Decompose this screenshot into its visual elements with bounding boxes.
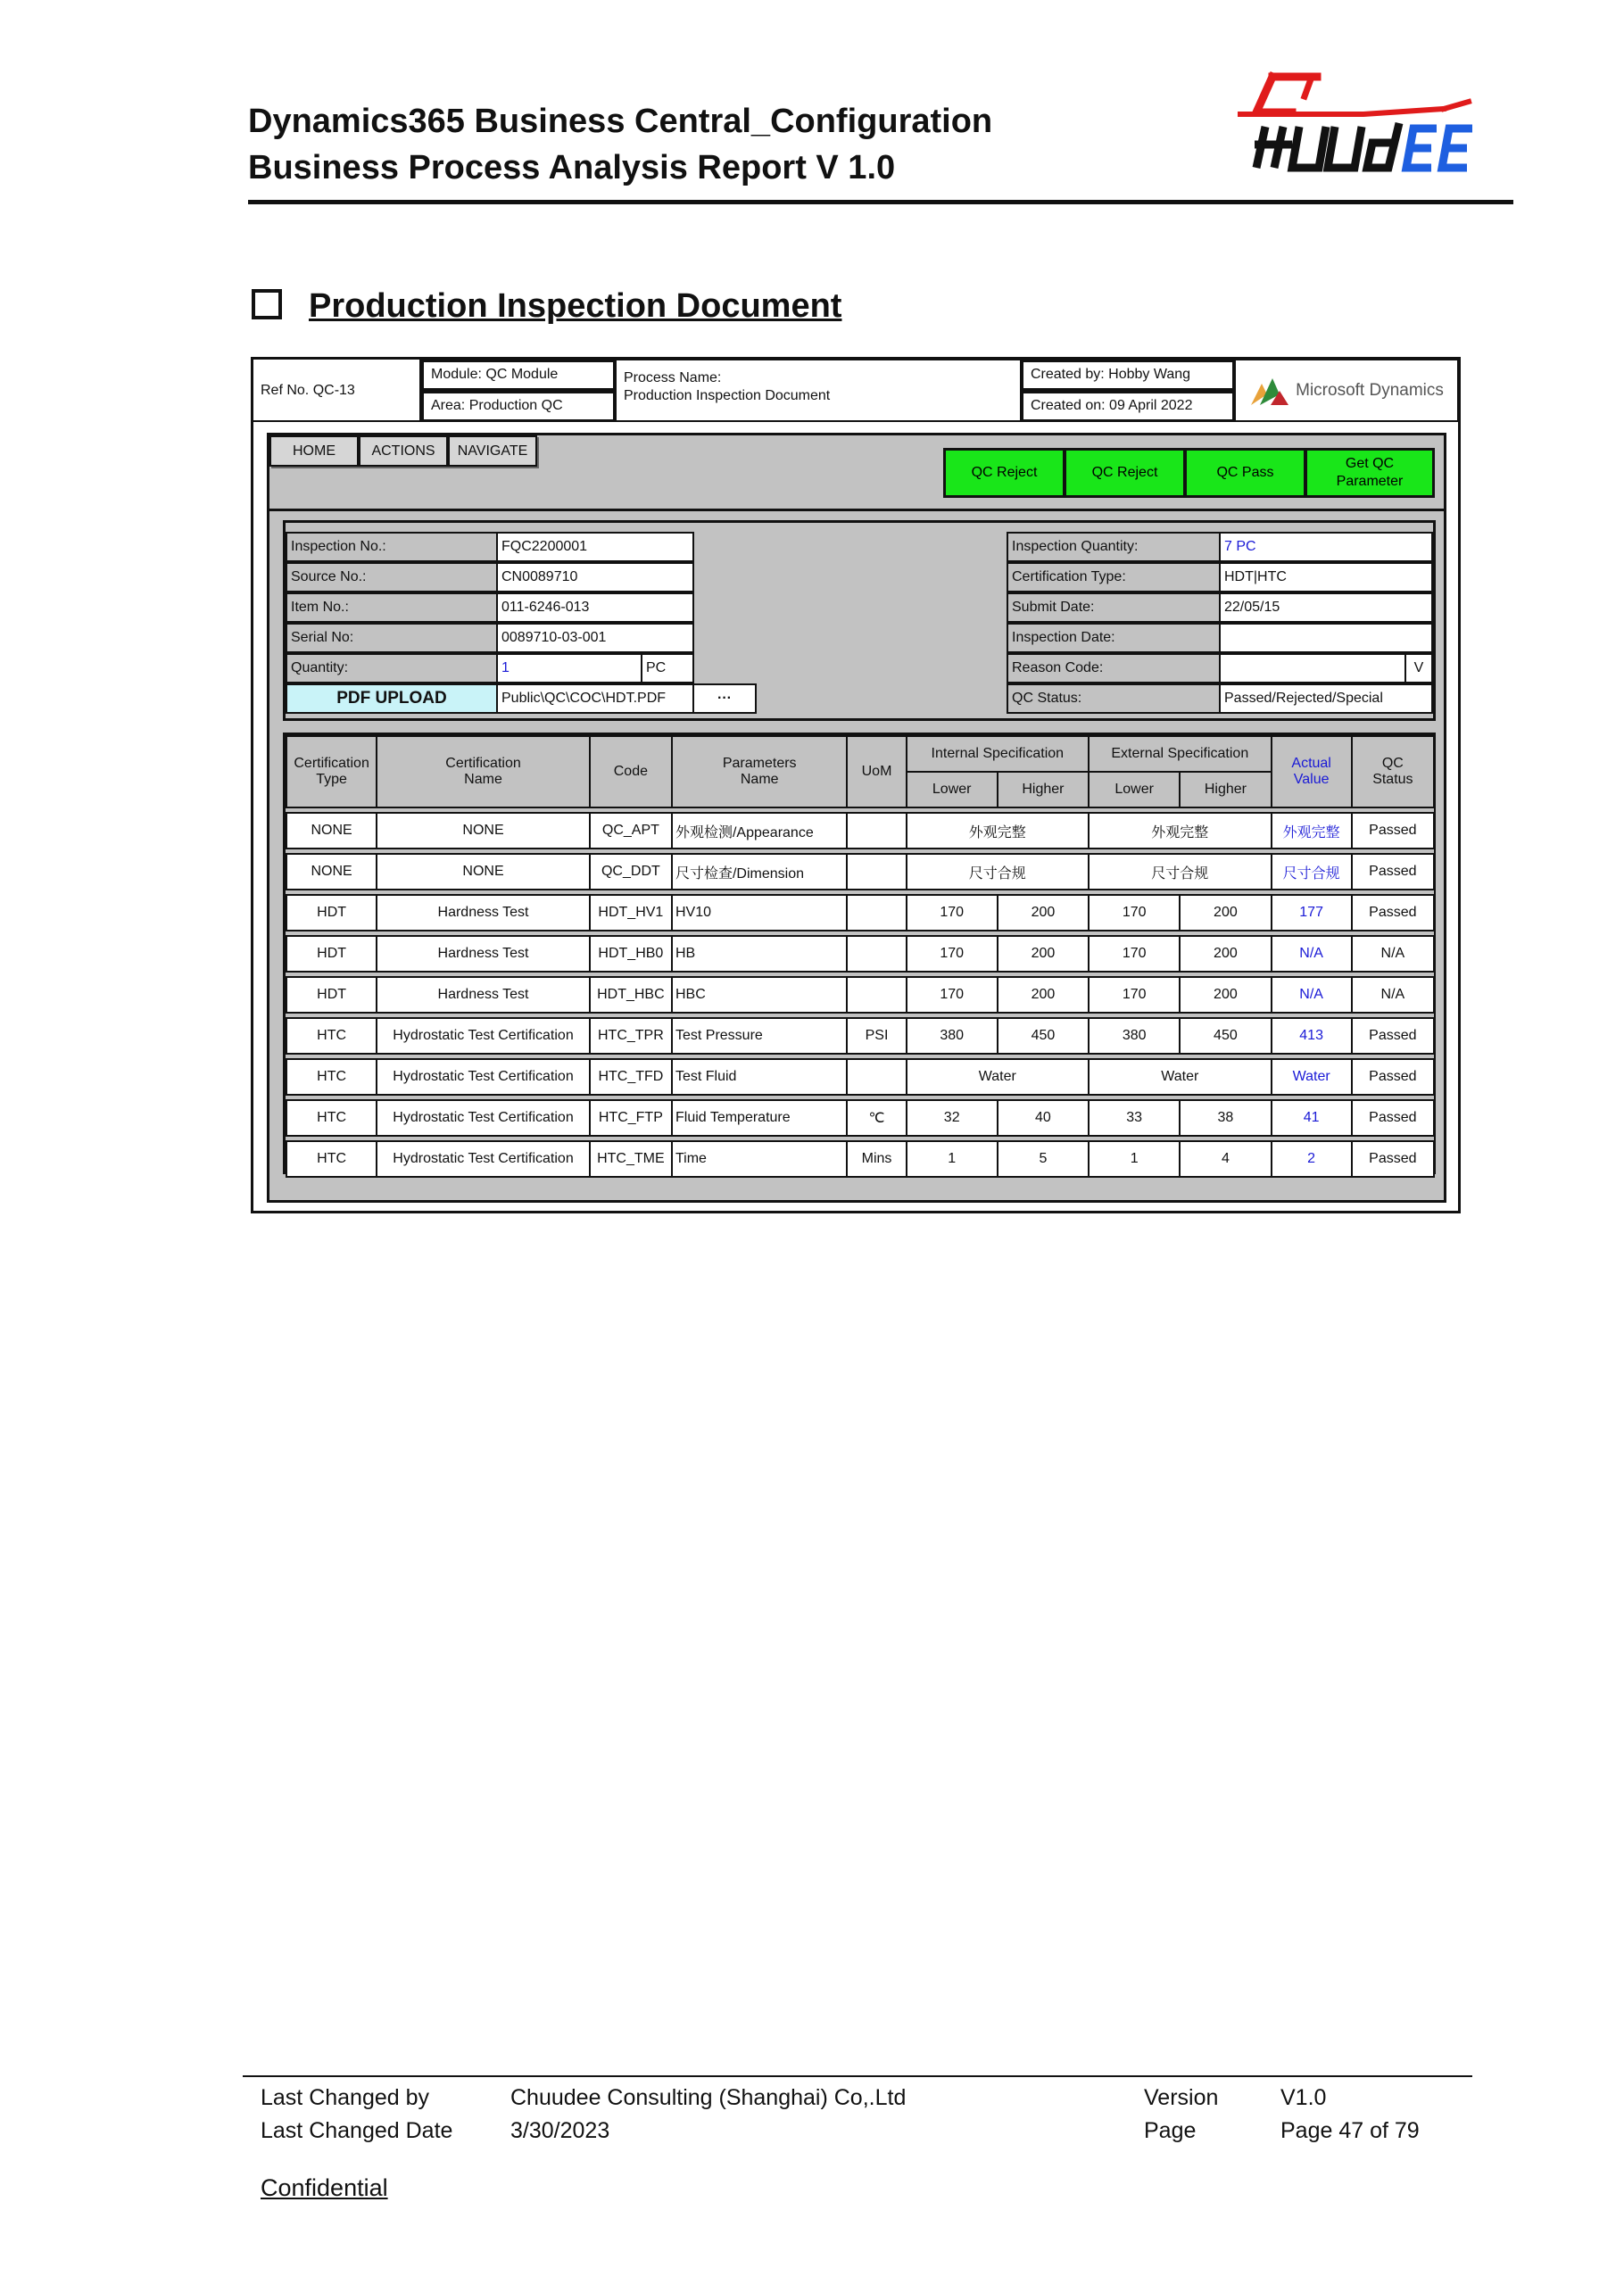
cell-code: QC_DDT — [590, 854, 672, 890]
col-actual-value: Actual Value — [1272, 736, 1352, 807]
reason-code-field[interactable] — [1219, 653, 1406, 683]
cell-cert-type: NONE — [286, 854, 377, 890]
cell-parameter-name: 外观检测/Appearance — [672, 813, 847, 849]
lines-fasttab — [283, 733, 1436, 1174]
col-external-lower: Lower — [1089, 772, 1180, 807]
reason-code-dropdown-icon[interactable]: V — [1404, 653, 1433, 683]
pdf-path-field[interactable]: Public\QC\COC\HDT.PDF — [496, 683, 694, 714]
table-row[interactable] — [286, 1100, 1434, 1136]
page-number: Page 47 of 79 — [1280, 2118, 1420, 2143]
general-fasttab — [283, 520, 1436, 721]
cell-parameter-name: Fluid Temperature — [672, 1100, 847, 1136]
cell-internal-higher: 200 — [998, 977, 1089, 1013]
inspection-quantity-field[interactable]: 7 PC — [1219, 532, 1433, 562]
tab-actions[interactable]: ACTIONS — [359, 435, 448, 467]
title-line-2: Business Process Analysis Report V 1.0 — [248, 149, 896, 186]
inspection-date-label: Inspection Date: — [1007, 623, 1221, 653]
col-internal-lower: Lower — [907, 772, 998, 807]
certification-type-label: Certification Type: — [1007, 562, 1221, 592]
cell-code: HTC_TFD — [590, 1059, 672, 1095]
table-row[interactable] — [286, 977, 1434, 1013]
ref-no: Ref No. QC-13 — [253, 360, 421, 422]
col-parameters-name: Parameters Name — [672, 736, 847, 807]
reason-code-label: Reason Code: — [1007, 653, 1221, 683]
checkbox-icon — [252, 289, 282, 319]
cell-actual-value: 413 — [1272, 1018, 1352, 1054]
cell-internal-higher: 200 — [998, 936, 1089, 972]
col-code: Code — [590, 736, 672, 807]
source-no-label: Source No.: — [286, 562, 498, 592]
cell-internal-lower: 170 — [907, 895, 998, 931]
cell-internal-spec: 外观完整 — [907, 813, 1089, 849]
process-name-value: Production Inspection Document — [624, 388, 831, 403]
cell-qc-status: Passed — [1352, 895, 1434, 931]
inspection-no-field[interactable]: FQC2200001 — [496, 532, 694, 562]
quantity-field[interactable]: 1 — [496, 653, 642, 683]
table-row[interactable] — [286, 1059, 1434, 1095]
cell-external-higher: 200 — [1180, 936, 1271, 972]
cell-cert-name: NONE — [377, 854, 590, 890]
cell-external-lower: 33 — [1089, 1100, 1180, 1136]
section-title: Production Inspection Document — [309, 287, 842, 325]
cell-external-lower: 380 — [1089, 1018, 1180, 1054]
cell-code: QC_APT — [590, 813, 672, 849]
cell-external-lower: 170 — [1089, 895, 1180, 931]
dynamics-logo-icon — [1249, 375, 1290, 407]
browse-button[interactable]: ··· — [692, 683, 757, 714]
cell-cert-type: HDT — [286, 936, 377, 972]
cell-actual-value: 41 — [1272, 1100, 1352, 1136]
cell-cert-name: Hydrostatic Test Certification — [377, 1018, 590, 1054]
table-row[interactable] — [286, 936, 1434, 972]
process-name-label: Process Name: — [624, 370, 722, 385]
get-qc-parameter-button[interactable] — [1305, 448, 1435, 498]
inspection-date-field[interactable] — [1219, 623, 1433, 653]
quantity-unit: PC — [641, 653, 694, 683]
cell-external-higher: 200 — [1180, 977, 1271, 1013]
qc-pass-button[interactable] — [1184, 448, 1306, 498]
cell-actual-value: 尺寸合规 — [1272, 854, 1352, 890]
module-label: Module: QC Module — [421, 360, 616, 391]
cell-code: HDT_HV1 — [590, 895, 672, 931]
qc-status-field[interactable]: Passed/Rejected/Special — [1219, 683, 1433, 714]
cell-external-spec: Water — [1089, 1059, 1271, 1095]
cell-qc-status: Passed — [1352, 854, 1434, 890]
cell-parameter-name: Test Fluid — [672, 1059, 847, 1095]
inspection-no-label: Inspection No.: — [286, 532, 498, 562]
cell-internal-higher: 200 — [998, 895, 1089, 931]
table-row[interactable] — [286, 895, 1434, 931]
cell-cert-type: HDT — [286, 977, 377, 1013]
cell-internal-higher: 450 — [998, 1018, 1089, 1054]
cell-code: HDT_HB0 — [590, 936, 672, 972]
cell-internal-lower: 380 — [907, 1018, 998, 1054]
qc-status-label: QC Status: — [1007, 683, 1221, 714]
cell-parameter-name: Test Pressure — [672, 1018, 847, 1054]
cell-internal-lower: 170 — [907, 977, 998, 1013]
process-name-block — [616, 360, 1021, 422]
cell-internal-lower: 1 — [907, 1141, 998, 1177]
get-qc-parameter-label: Get QC Parameter — [1336, 456, 1404, 489]
cell-actual-value: 177 — [1272, 895, 1352, 931]
cell-uom: Mins — [847, 1141, 906, 1177]
cell-cert-name: Hydrostatic Test Certification — [377, 1059, 590, 1095]
cell-external-higher: 4 — [1180, 1141, 1271, 1177]
cell-code: HTC_TME — [590, 1141, 672, 1177]
cell-code: HDT_HBC — [590, 977, 672, 1013]
cell-qc-status: Passed — [1352, 1059, 1434, 1095]
cell-uom: ℃ — [847, 1100, 906, 1136]
col-cert-type: Certification Type — [286, 736, 377, 807]
ribbon — [269, 435, 1444, 511]
cell-cert-type: NONE — [286, 813, 377, 849]
cell-code: HTC_TPR — [590, 1018, 672, 1054]
qc-reject-label-2: QC Reject — [1091, 465, 1158, 480]
item-no-field[interactable]: 011-6246-013 — [496, 592, 694, 623]
version-value: V1.0 — [1280, 2085, 1327, 2110]
cell-uom: PSI — [847, 1018, 906, 1054]
cell-external-spec: 外观完整 — [1089, 813, 1271, 849]
item-no-label: Item No.: — [286, 592, 498, 623]
col-internal-higher: Higher — [998, 772, 1089, 807]
title-line-1: Dynamics365 Business Central_Configuration — [248, 103, 993, 140]
table-row[interactable] — [286, 813, 1434, 849]
cell-parameter-name: 尺寸检查/Dimension — [672, 854, 847, 890]
qc-reject-button-2[interactable] — [1064, 448, 1186, 498]
cell-uom — [847, 895, 906, 931]
cell-actual-value: Water — [1272, 1059, 1352, 1095]
col-qc-status: QC Status — [1352, 736, 1434, 807]
cell-internal-higher: 40 — [998, 1100, 1089, 1136]
cell-qc-status: N/A — [1352, 936, 1434, 972]
qc-reject-label: QC Reject — [971, 465, 1038, 480]
created-by: Created by: Hobby Wang — [1021, 360, 1235, 391]
area-label: Area: Production QC — [421, 391, 616, 422]
cell-cert-name: Hydrostatic Test Certification — [377, 1100, 590, 1136]
inspection-document-frame — [251, 357, 1461, 1213]
cell-internal-spec: Water — [907, 1059, 1089, 1095]
submit-date-label: Submit Date: — [1007, 592, 1221, 623]
cell-cert-name: Hydrostatic Test Certification — [377, 1141, 590, 1177]
cell-external-lower: 170 — [1089, 936, 1180, 972]
created-on: Created on: 09 April 2022 — [1021, 391, 1235, 422]
cell-qc-status: Passed — [1352, 1100, 1434, 1136]
nav-window — [267, 433, 1446, 1203]
cell-cert-type: HTC — [286, 1059, 377, 1095]
source-no-field[interactable]: CN0089710 — [496, 562, 694, 592]
tab-home[interactable]: HOME — [269, 435, 359, 467]
cell-external-spec: 尺寸合规 — [1089, 854, 1271, 890]
page-label: Page — [1144, 2118, 1197, 2143]
qc-pass-label: QC Pass — [1216, 465, 1274, 480]
cell-cert-type: HTC — [286, 1018, 377, 1054]
section-heading — [252, 287, 841, 326]
cell-qc-status: Passed — [1352, 813, 1434, 849]
cell-qc-status: Passed — [1352, 1018, 1434, 1054]
cell-external-higher: 38 — [1180, 1100, 1271, 1136]
vendor-logo-text: Microsoft Dynamics — [1296, 380, 1444, 400]
cell-external-higher: 200 — [1180, 895, 1271, 931]
col-cert-name: Certification Name — [377, 736, 590, 807]
footer-divider — [243, 2075, 1472, 2077]
inspection-quantity-label: Inspection Quantity: — [1007, 532, 1221, 562]
serial-no-label: Serial No: — [286, 623, 498, 653]
header-divider — [248, 200, 1513, 204]
cell-qc-status: Passed — [1352, 1141, 1434, 1177]
pdf-upload-button[interactable]: PDF UPLOAD — [286, 683, 498, 714]
cell-actual-value: 外观完整 — [1272, 813, 1352, 849]
cell-parameter-name: Time — [672, 1141, 847, 1177]
cell-uom — [847, 1059, 906, 1095]
last-changed-by-value: Chuudee Consulting (Shanghai) Co,.Ltd — [510, 2085, 907, 2110]
cell-uom — [847, 854, 906, 890]
cell-internal-lower: 170 — [907, 936, 998, 972]
cell-cert-type: HTC — [286, 1141, 377, 1177]
last-changed-by-label: Last Changed by — [261, 2085, 430, 2110]
table-row[interactable] — [286, 1141, 1434, 1177]
cell-internal-lower: 32 — [907, 1100, 998, 1136]
last-changed-date-label: Last Changed Date — [261, 2118, 453, 2143]
last-changed-date-value: 3/30/2023 — [510, 2118, 610, 2143]
cell-cert-type: HDT — [286, 895, 377, 931]
cell-cert-type: HTC — [286, 1100, 377, 1136]
cell-actual-value: N/A — [1272, 977, 1352, 1013]
confidential-mark: Confidential — [261, 2174, 388, 2201]
cell-cert-name: Hardness Test — [377, 977, 590, 1013]
cell-external-lower: 1 — [1089, 1141, 1180, 1177]
quantity-label: Quantity: — [286, 653, 498, 683]
cell-cert-name: NONE — [377, 813, 590, 849]
table-row[interactable] — [286, 1018, 1434, 1054]
tab-navigate[interactable]: NAVIGATE — [448, 435, 537, 467]
cell-actual-value: N/A — [1272, 936, 1352, 972]
col-uom: UoM — [847, 736, 906, 807]
serial-no-field[interactable]: 0089710-03-001 — [496, 623, 694, 653]
certification-type-field[interactable]: HDT|HTC — [1219, 562, 1433, 592]
col-external-spec: External Specification — [1089, 736, 1271, 772]
chuudee-logo — [1230, 70, 1497, 177]
submit-date-field[interactable]: 22/05/15 — [1219, 592, 1433, 623]
table-row[interactable] — [286, 854, 1434, 890]
qc-reject-button[interactable] — [943, 448, 1065, 498]
cell-internal-higher: 5 — [998, 1141, 1089, 1177]
document-title — [248, 98, 992, 191]
cell-qc-status: N/A — [1352, 977, 1434, 1013]
version-label: Version — [1144, 2085, 1219, 2110]
cell-external-lower: 170 — [1089, 977, 1180, 1013]
inspection-lines-table — [286, 735, 1435, 1178]
col-internal-spec: Internal Specification — [907, 736, 1089, 772]
cell-parameter-name: HV10 — [672, 895, 847, 931]
col-external-higher: Higher — [1180, 772, 1271, 807]
cell-internal-spec: 尺寸合规 — [907, 854, 1089, 890]
cell-parameter-name: HBC — [672, 977, 847, 1013]
cell-cert-name: Hardness Test — [377, 895, 590, 931]
cell-actual-value: 2 — [1272, 1141, 1352, 1177]
cell-uom — [847, 813, 906, 849]
cell-external-higher: 450 — [1180, 1018, 1271, 1054]
microsoft-dynamics-logo — [1235, 360, 1458, 422]
cell-uom — [847, 977, 906, 1013]
cell-cert-name: Hardness Test — [377, 936, 590, 972]
cell-code: HTC_FTP — [590, 1100, 672, 1136]
cell-uom — [847, 936, 906, 972]
cell-parameter-name: HB — [672, 936, 847, 972]
